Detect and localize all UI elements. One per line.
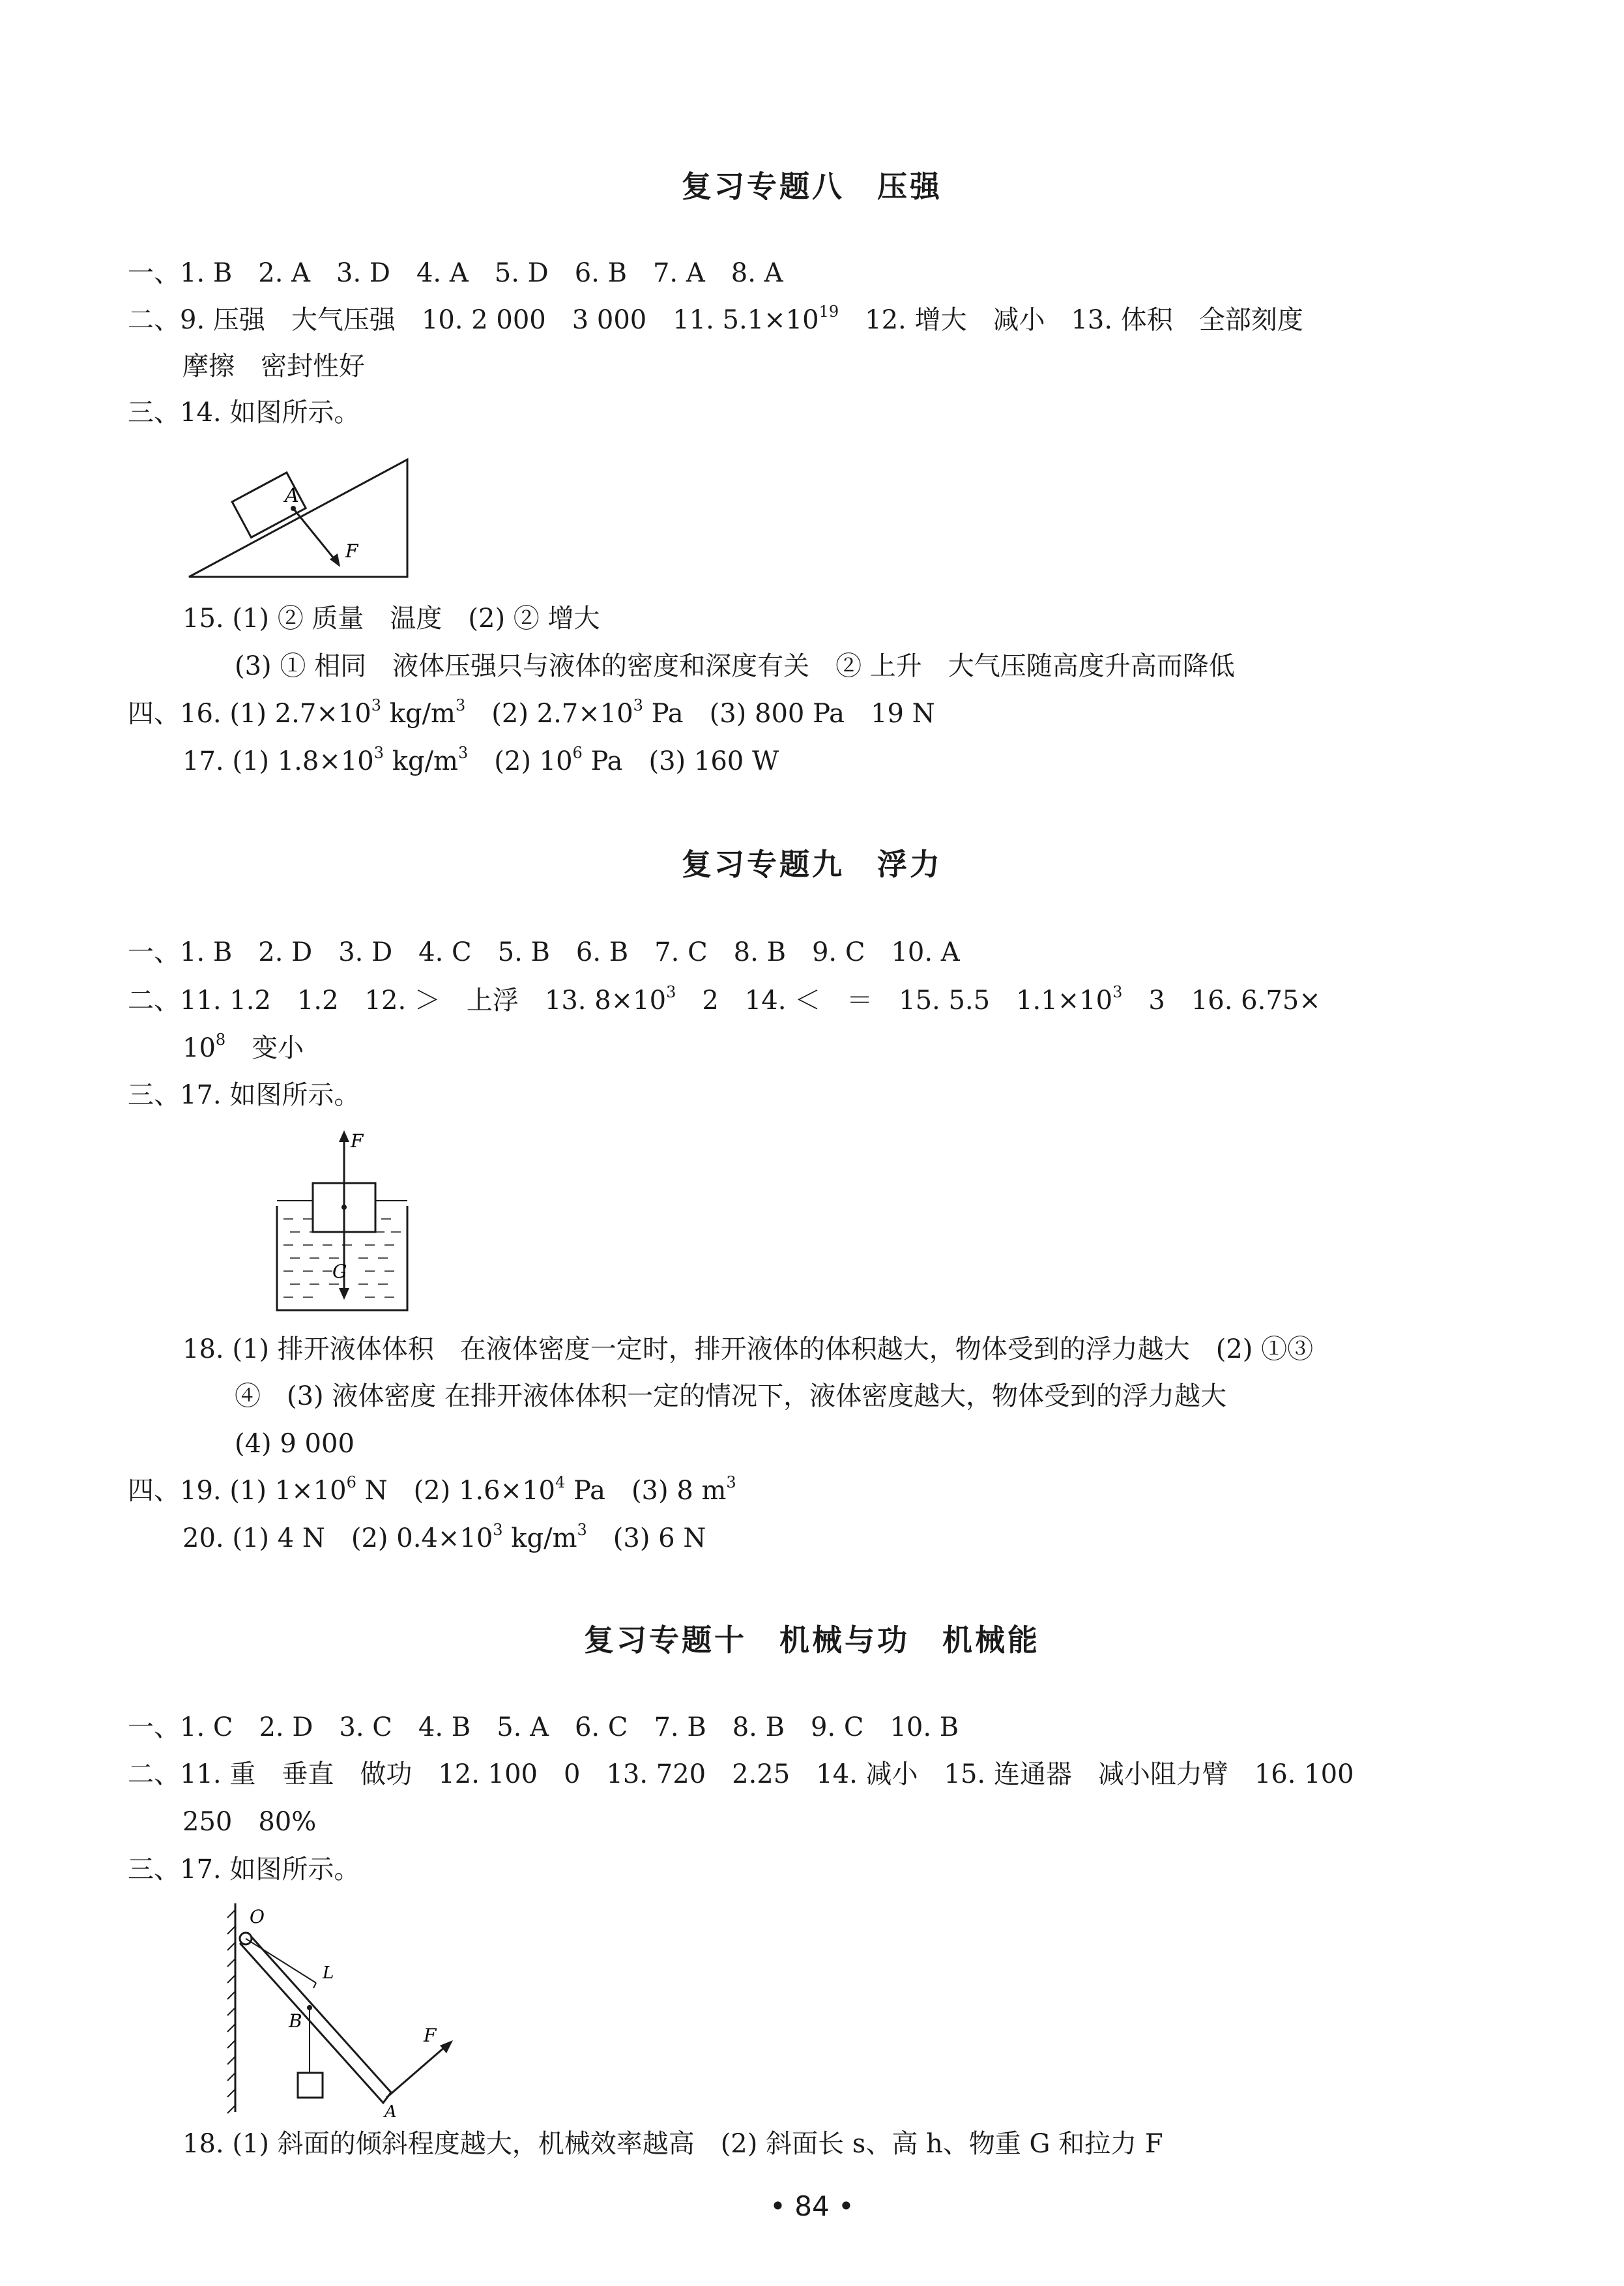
s9-line7: (4) 9 000 (235, 1429, 355, 1459)
lever-figure (218, 1897, 466, 2118)
s8-line3: 摩擦 密封性好 (182, 351, 365, 381)
s9-line4: 三、17. 如图所示。 (128, 1080, 360, 1110)
s8-line6: (3) ① 相同 液体压强只与液体的密度和深度有关 ② 上升 大气压随高度升高而降低 (235, 651, 1235, 681)
s9-line5: 18. (1) 排开液体体积 在液体密度一定时，排开液体的体积越大，物体受到的浮力越大 (2) ①③ (182, 1334, 1314, 1364)
incline-force-label: F (345, 540, 358, 562)
s9-line2: 二、11. 1.2 1.2 12. ＞ 上浮 13. $8\times 10^3$ 2 14. ＜ ＝ 15. 5.5 $1.1\times 10^3$ 3 16. 6.75× (128, 983, 1321, 1016)
s8-line5: 15. (1) ② 质量 温度 (2) ② 增大 (182, 604, 600, 634)
s8-line4: 三、14. 如图所示。 (128, 398, 360, 428)
container-figure (267, 1128, 424, 1317)
lever-point-b-label: B (289, 2010, 302, 2032)
s8-line2: 二、9. 压强 大气压强 10. 2 000 3 000 11. $5.1\times 10^{19}$ 12. 增大 减小 13. 体积 全部刻度 (128, 302, 1303, 335)
lever-force-label: F (424, 2025, 437, 2046)
incline-figure (182, 453, 417, 590)
s10-line1: 一、1. C 2. D 3. C 4. B 5. A 6. C 7. B 8. B 9. C 10. B (128, 1712, 959, 1742)
lever-end-label: A (384, 2102, 397, 2118)
s10-line4: 三、17. 如图所示。 (128, 1854, 360, 1884)
s10-line3: 250 80% (182, 1807, 317, 1837)
incline-block-label: A (285, 484, 299, 507)
section-title-buoyancy: 复习专题九 浮力 (682, 847, 942, 882)
s9-line3: $10^8$ 变小 (182, 1031, 304, 1063)
s8-line7: 四、16. (1) $2.7\times 10^3$ $kg/m^3$ (2) $2.7\times 10^3$ Pa (3) 800 Pa 19 N (128, 696, 935, 729)
s9-line9: 20. (1) 4 N (2) $0.4\times 10^3$ $kg/m^3$ (3) 6 N (182, 1521, 706, 1553)
s10-line2: 二、11. 重 垂直 做功 12. 100 0 13. 720 2.25 14. 减小 15. 连通器 减小阻力臂 16. 100 (128, 1759, 1354, 1789)
s9-line8: 四、19. (1) $1\times 10^6$ N (2) $1.6\times 10^4$ Pa (3) 8 $m^3$ (128, 1473, 736, 1506)
s8-line8: 17. (1) $1.8\times 10^3$ $kg/m^3$ (2) $10^6$ Pa (3) 160 W (182, 744, 779, 776)
container-force-down-label: G (332, 1261, 347, 1282)
s9-line6: ④ (3) 液体密度 在排开液体体积一定的情况下，液体密度越大，物体受到的浮力越大 (235, 1381, 1227, 1411)
s8-line1: 一、1. B 2. A 3. D 4. A 5. D 6. B 7. A 8. A (128, 258, 783, 288)
s10-line5: 18. (1) 斜面的倾斜程度越大，机械效率越高 (2) 斜面长 s、高 h、物重 G 和拉力 F (182, 2129, 1163, 2159)
container-force-up-label: F (351, 1130, 364, 1152)
section-title-machinery: 复习专题十 机械与功 机械能 (584, 1622, 1040, 1658)
page-number: • 84 • (770, 2190, 854, 2222)
lever-pivot-label: O (250, 1906, 265, 1927)
s9-line1: 一、1. B 2. D 3. D 4. C 5. B 6. B 7. C 8. B 9. C 10. A (128, 937, 960, 967)
section-title-pressure: 复习专题八 压强 (682, 169, 942, 204)
lever-arm-label: L (323, 1963, 334, 1983)
